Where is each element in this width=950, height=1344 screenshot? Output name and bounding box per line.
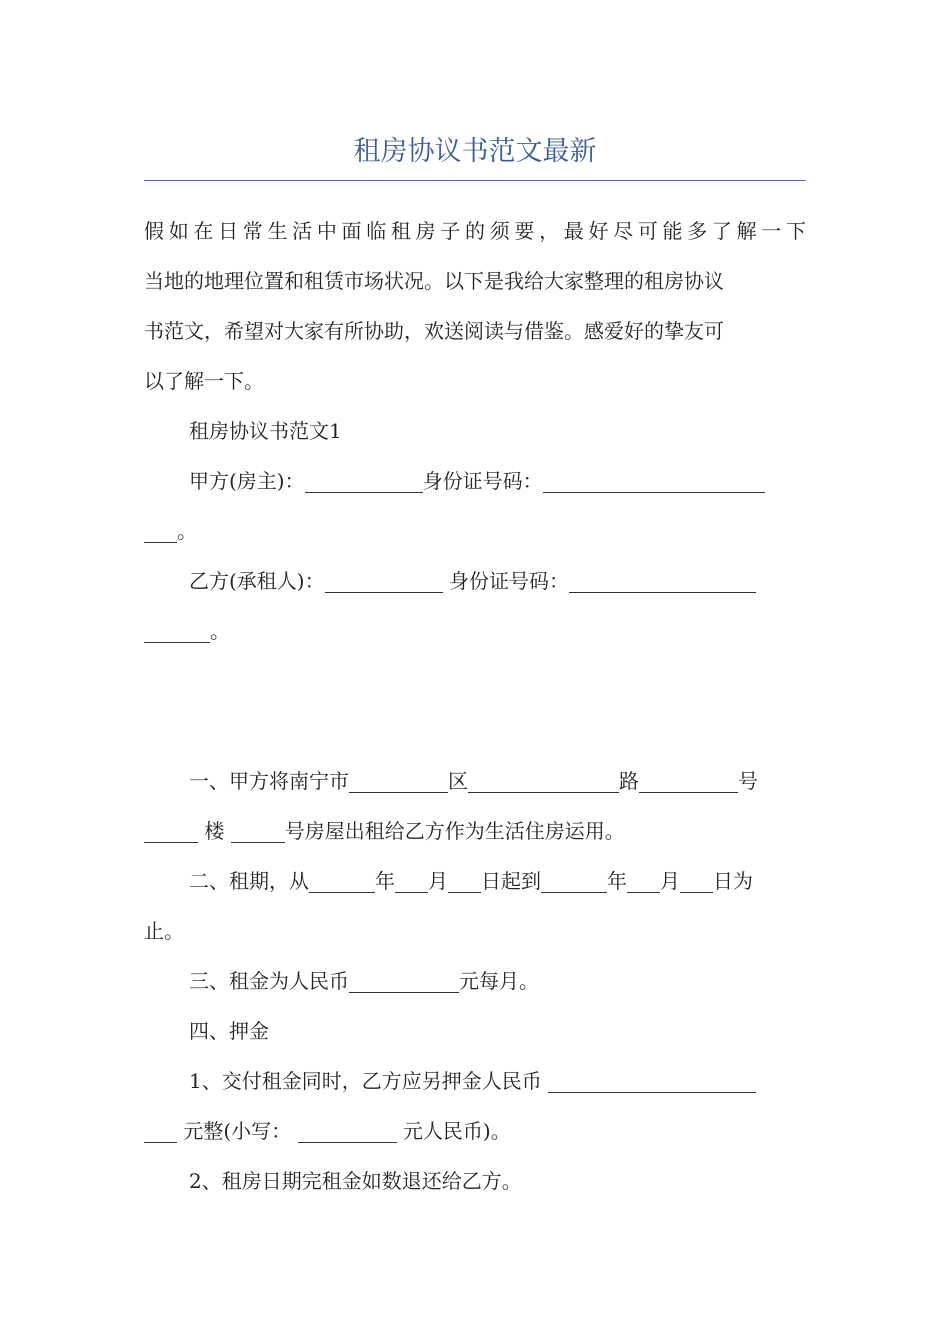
party-a-id-blank-cont (144, 520, 177, 543)
party-a-line (189, 466, 765, 496)
clause-4-deposit-small-blank (298, 1120, 397, 1143)
party-b-end: 。 (210, 619, 230, 643)
clause-1-road-blank (639, 770, 738, 793)
clause-4-deposit-blank (548, 1070, 756, 1093)
clause-2-to-day-blank (680, 870, 713, 893)
party-b-line (189, 566, 756, 596)
clause-2-month-1: 月 (428, 869, 448, 893)
party-a-label: 甲方(房主)： (189, 469, 305, 493)
clause-3-line (189, 966, 539, 996)
clause-4-heading: 四、押金 (189, 1019, 269, 1043)
clause-2-year-1: 年 (375, 869, 395, 893)
intro-line-2: 当地的地理位置和租赁市场状况。以下是我给大家整理的租房协议 (144, 269, 724, 293)
party-a-name-blank (305, 470, 423, 493)
clause-1-line-cont (144, 816, 625, 846)
party-a-id-label: 身份证号码： (422, 469, 543, 493)
clause-2-line (189, 866, 753, 896)
party-b-id-blank-cont (144, 620, 210, 643)
party-b-label: 乙方(承租人)： (189, 569, 325, 593)
clause-3-rent-blank (349, 970, 459, 993)
clause-1-text-a: 一、甲方将南宁市 (189, 769, 349, 793)
clause-4-item-1-text-b: 元整(小写： (177, 1119, 298, 1143)
clause-2-text-a: 二、租期，从 (189, 869, 309, 893)
clause-4-item-1-text-a: 1、交付租金同时，乙方应另押金人民币 (189, 1069, 549, 1093)
clause-1-text-f: 号房屋出租给乙方作为生活住房运用。 (284, 819, 625, 843)
party-b-id-label: 身份证号码： (442, 569, 569, 593)
clause-1-text-c: 路 (619, 769, 639, 793)
section-heading: 租房协议书范文1 (189, 419, 342, 443)
clause-1-text-d: 号 (738, 769, 758, 793)
document-title: 租房协议书范文最新 (353, 136, 597, 167)
clause-2-from-month-blank (395, 870, 428, 893)
clause-1-building-blank (144, 820, 198, 843)
clause-4-item-1-text-c: 元人民币)。 (396, 1119, 511, 1143)
party-b-line-cont (144, 616, 230, 646)
clause-2-day-from: 日起到 (481, 869, 541, 893)
clause-2-line-cont: 止。 (144, 919, 184, 943)
clause-1-district-blank (468, 770, 619, 793)
clause-2-to-year-blank (541, 870, 607, 893)
clause-1-room-blank (231, 820, 285, 843)
party-b-id-blank (569, 570, 756, 593)
clause-1-text-e: 楼 (198, 819, 231, 843)
clause-4-item-2-line: 2、租房日期完租金如数退还给乙方。 (189, 1169, 522, 1193)
clause-1-text-b: 区 (448, 769, 468, 793)
party-b-name-blank (325, 570, 443, 593)
clause-1-line (189, 766, 758, 796)
intro-line-3: 书范文，希望对大家有所协助，欢送阅读与借鉴。感爱好的挚友可 (144, 319, 724, 343)
clause-4-item-1-line-cont (144, 1116, 511, 1146)
party-a-end: 。 (177, 519, 197, 543)
clause-4-item-1-line (189, 1066, 756, 1096)
clause-3-text-b: 元每月。 (459, 969, 539, 993)
party-a-line-cont (144, 516, 197, 546)
clause-2-day-to: 日为 (713, 869, 753, 893)
title-underline (144, 180, 806, 181)
intro-line-4: 以了解一下。 (144, 369, 264, 393)
clause-4-deposit-blank-cont (144, 1120, 177, 1143)
clause-1-city-blank (349, 770, 448, 793)
party-a-id-blank (543, 470, 765, 493)
clause-2-to-month-blank (627, 870, 660, 893)
clause-3-text-a: 三、租金为人民币 (189, 969, 349, 993)
clause-2-from-year-blank (309, 870, 375, 893)
intro-line-1: 假如在日常生活中面临租房子的须要，最好尽可能多了解一下 (144, 219, 806, 243)
clause-2-year-2: 年 (607, 869, 627, 893)
clause-2-from-day-blank (448, 870, 481, 893)
clause-2-month-2: 月 (660, 869, 680, 893)
